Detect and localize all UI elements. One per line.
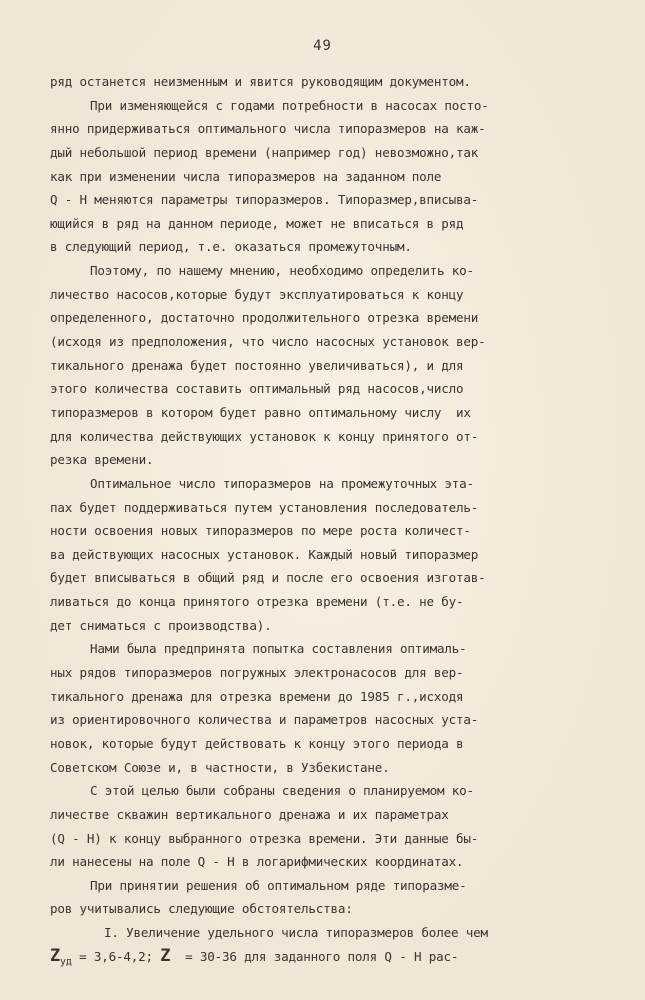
formula-z2-symbol: Z <box>160 945 171 966</box>
text-line: личество насосов,которые будут эксплуатироваться к концу <box>50 286 464 302</box>
text-line: ли нанесены на поле Q - H в логарифмических координатах. <box>50 854 464 870</box>
text-line: I. Увеличение удельного числа типоразмеров более чем <box>104 925 488 941</box>
text-line: При изменяющейся с годами потребности в насосах посто- <box>90 97 489 113</box>
text-line: С этой целью были собраны сведения о планируемом ко- <box>90 783 474 799</box>
text-line: из ориентировочного количества и параметров насосных уста- <box>50 712 479 728</box>
text-line: ности освоения новых типоразмеров по мере роста количест- <box>50 523 471 539</box>
text-line: для количества действующих установок к концу принятого от- <box>50 428 479 444</box>
text-line: дет сниматься с производства). <box>50 617 272 633</box>
text-line: ющийся в ряд на данном периоде, может не вписаться в ряд <box>50 215 464 231</box>
text-line: ных рядов типоразмеров погружных электронасосов для вер- <box>50 665 464 681</box>
text-line: новок, которые будут действовать к концу этого периода в <box>50 735 464 751</box>
text-line: определенного, достаточно продолжительного отрезка времени <box>50 310 479 326</box>
text-line: дый небольшой период времени (например год) невозможно,так <box>50 144 479 160</box>
text-line: ров учитывались следующие обстоятельства: <box>50 901 353 917</box>
text-line: этого количества составить оптимальный ряд насосов,число <box>50 381 464 397</box>
text-line: (исходя из предположения, что число насосных установок вер- <box>50 334 486 350</box>
text-line: пах будет поддерживаться путем установления последователь- <box>50 499 479 515</box>
text-line: (Q - H) к концу выбранного отрезка времени. Эти данные бы- <box>50 830 479 846</box>
text-line: Поэтому, по нашему мнению, необходимо определить ко- <box>90 263 474 279</box>
text-line: резка времени. <box>50 452 154 468</box>
text-line: Советском Союзе и, в частности, в Узбекистане. <box>50 759 390 775</box>
formula-z-symbol: Z <box>50 945 61 966</box>
text-line: тикального дренажа будет постоянно увеличиваться), и для <box>50 357 464 373</box>
page-number: 49 <box>313 38 332 54</box>
text-line: будет вписываться в общий ряд и после его освоения изготав- <box>50 570 486 586</box>
text-line: личестве скважин вертикального дренажа и их параметрах <box>50 806 449 822</box>
text-line: Оптимальное число типоразмеров на промежуточных эта- <box>90 475 474 491</box>
text-line: в следующий период, т.е. оказаться промежуточным. <box>50 239 412 255</box>
formula-line <box>50 945 610 969</box>
formula-rest: = 30-36 для заданного поля Q - H рас- <box>170 948 459 964</box>
text-line: янно придерживаться оптимального числа типоразмеров на каж- <box>50 121 486 137</box>
text-line: тикального дренажа для отрезка времени до 1985 г.,исходя <box>50 688 464 704</box>
body-text <box>50 70 610 968</box>
text-line: ва действующих насосных установок. Каждый новый типоразмер <box>50 546 479 562</box>
text-line: как при изменении числа типоразмеров на заданном поле <box>50 168 442 184</box>
text-line: Q - H меняются параметры типоразмеров. Типоразмер,вписыва- <box>50 192 479 208</box>
text-line: ливаться до конца принятого отрезка времени (т.е. не бу- <box>50 594 464 610</box>
text-line: При принятии решения об оптимальном ряде типоразме- <box>90 877 467 893</box>
formula-z-value: = 3,6-4,2; <box>71 948 153 964</box>
text-line: типоразмеров в котором будет равно оптимальному числу их <box>50 404 471 420</box>
text-line: ряд останется неизменным и явится руководящим документом. <box>50 74 471 89</box>
text-line: Нами была предпринята попытка составления оптималь- <box>90 641 467 657</box>
formula-z-subscript: уд <box>60 956 72 968</box>
